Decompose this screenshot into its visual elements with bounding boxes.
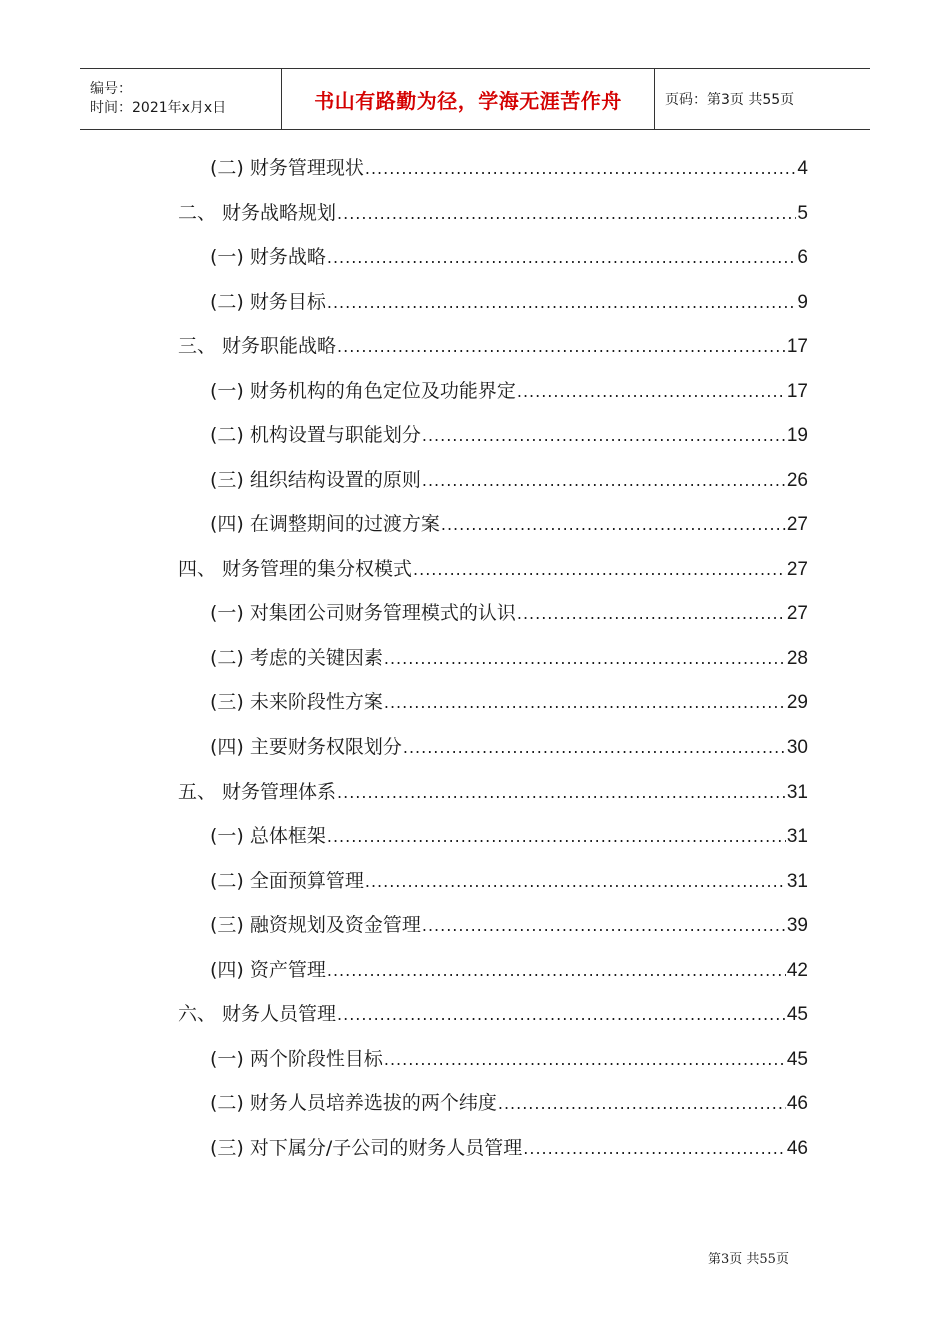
toc-entry-page: 26: [786, 470, 808, 491]
toc-entry-title: (三) 组织结构设置的原则: [210, 469, 421, 491]
toc-leader-dots: [441, 515, 786, 534]
toc-leader-dots: [498, 1094, 786, 1113]
footer-page-number: 第3页 共55页: [708, 1252, 789, 1267]
toc-leader-dots: [337, 337, 786, 356]
toc-entry-page: 17: [786, 336, 808, 357]
toc-entry[interactable]: [210, 465, 808, 493]
toc-leader-dots: [517, 604, 786, 623]
toc-entry-title: (四) 资产管理: [210, 959, 326, 981]
toc-entry-title: (四) 在调整期间的过渡方案: [210, 513, 440, 535]
toc-entry[interactable]: [210, 1044, 808, 1072]
toc-leader-dots: [384, 1050, 786, 1069]
toc-entry-page: 46: [786, 1093, 808, 1114]
toc-entry[interactable]: [210, 242, 808, 270]
toc-entry-title: (一) 总体框架: [210, 825, 326, 847]
toc-entry[interactable]: [210, 910, 808, 938]
toc-leader-dots: [327, 827, 786, 846]
toc-entry-page: 6: [797, 247, 808, 268]
toc-entry-page: 9: [797, 292, 808, 313]
toc-entry-page: 42: [786, 960, 808, 981]
toc-entry[interactable]: [178, 777, 808, 805]
header-page-number: 页码：第3页 共55页: [665, 92, 795, 108]
toc-entry[interactable]: [210, 1133, 808, 1161]
toc-entry[interactable]: [210, 687, 808, 715]
toc-entry-page: 45: [786, 1004, 808, 1025]
header-meta: [80, 69, 282, 129]
toc-leader-dots: [327, 961, 786, 980]
toc-entry-title: 二、 财务战略规划: [178, 202, 337, 224]
toc-entry-title: (二) 机构设置与职能划分: [210, 424, 421, 446]
toc-entry[interactable]: [210, 287, 808, 315]
toc-entry[interactable]: [210, 153, 808, 181]
toc-leader-dots: [413, 560, 786, 579]
toc-leader-dots: [327, 248, 797, 267]
toc-leader-dots: [327, 293, 797, 312]
toc-entry[interactable]: [210, 376, 808, 404]
toc-entry-page: 19: [786, 425, 808, 446]
toc-entry-title: 五、 财务管理体系: [178, 781, 337, 803]
toc-entry-title: (四) 主要财务权限划分: [210, 736, 402, 758]
toc-leader-dots: [384, 693, 786, 712]
toc-entry[interactable]: [210, 866, 808, 894]
header-motto-cell: [282, 69, 655, 129]
toc-leader-dots: [337, 204, 796, 223]
toc-entry-title: (三) 对下属分/子公司的财务人员管理: [210, 1137, 523, 1159]
toc-leader-dots: [422, 471, 786, 490]
toc-entry[interactable]: [178, 554, 808, 582]
toc-entry-page: 5: [797, 203, 808, 224]
toc-entry-page: 29: [786, 692, 808, 713]
toc-entry-title: (一) 对集团公司财务管理模式的认识: [210, 602, 516, 624]
toc-entry-title: 三、 财务职能战略: [178, 335, 337, 357]
toc-entry-title: (一) 财务机构的角色定位及功能界定: [210, 380, 516, 402]
toc-leader-dots: [337, 1005, 786, 1024]
toc-entry[interactable]: [210, 643, 808, 671]
toc-entry-title: (三) 融资规划及资金管理: [210, 914, 421, 936]
toc-entry-title: (三) 未来阶段性方案: [210, 691, 383, 713]
toc-entry-title: (二) 财务管理现状: [210, 157, 364, 179]
toc-entry-page: 31: [786, 871, 808, 892]
toc-entry[interactable]: [210, 732, 808, 760]
toc-entry[interactable]: [210, 1088, 808, 1116]
toc-leader-dots: [365, 159, 797, 178]
toc-entry-page: 31: [786, 782, 808, 803]
toc-entry-page: 27: [786, 514, 808, 535]
toc-leader-dots: [384, 649, 786, 668]
toc-entry[interactable]: [210, 955, 808, 983]
toc-entry-title: (二) 财务人员培养选拔的两个纬度: [210, 1092, 497, 1114]
toc-leader-dots: [517, 382, 786, 401]
toc-leader-dots: [403, 738, 786, 757]
toc-entry-page: 46: [786, 1138, 808, 1159]
toc-entry-title: (二) 考虑的关键因素: [210, 647, 383, 669]
toc-entry-title: (一) 两个阶段性目标: [210, 1048, 383, 1070]
document-date: 时间：2021年x月x日: [90, 100, 227, 116]
toc-leader-dots: [337, 783, 786, 802]
toc-entry-page: 4: [797, 158, 808, 179]
toc-entry[interactable]: [210, 821, 808, 849]
toc-entry-title: (二) 全面预算管理: [210, 870, 364, 892]
toc-entry-title: (一) 财务战略: [210, 246, 326, 268]
page-header: [80, 68, 870, 130]
toc-entry[interactable]: [210, 420, 808, 448]
toc-entry[interactable]: [178, 331, 808, 359]
toc-entry-page: 30: [786, 737, 808, 758]
toc-entry-page: 45: [786, 1049, 808, 1070]
toc-entry[interactable]: [210, 509, 808, 537]
toc-entry[interactable]: [178, 198, 808, 226]
document-number-label: 编号：: [90, 81, 132, 97]
header-page-cell: [655, 69, 870, 129]
toc-leader-dots: [523, 1139, 786, 1158]
toc-entry-title: 六、 财务人员管理: [178, 1003, 337, 1025]
toc-entry-page: 27: [786, 603, 808, 624]
toc-entry[interactable]: [210, 598, 808, 626]
toc-leader-dots: [422, 426, 786, 445]
toc-entry[interactable]: [178, 999, 808, 1027]
header-motto: 书山有路勤为径，学海无涯苦作舟: [314, 88, 622, 113]
toc-entry-title: (二) 财务目标: [210, 291, 326, 313]
toc-entry-page: 17: [786, 381, 808, 402]
toc-leader-dots: [422, 916, 786, 935]
toc-entry-page: 31: [786, 826, 808, 847]
toc-entry-title: 四、 财务管理的集分权模式: [178, 558, 413, 580]
toc-entry-page: 28: [786, 648, 808, 669]
toc-entry-page: 27: [786, 559, 808, 580]
toc-leader-dots: [365, 872, 786, 891]
toc-entry-page: 39: [786, 915, 808, 936]
